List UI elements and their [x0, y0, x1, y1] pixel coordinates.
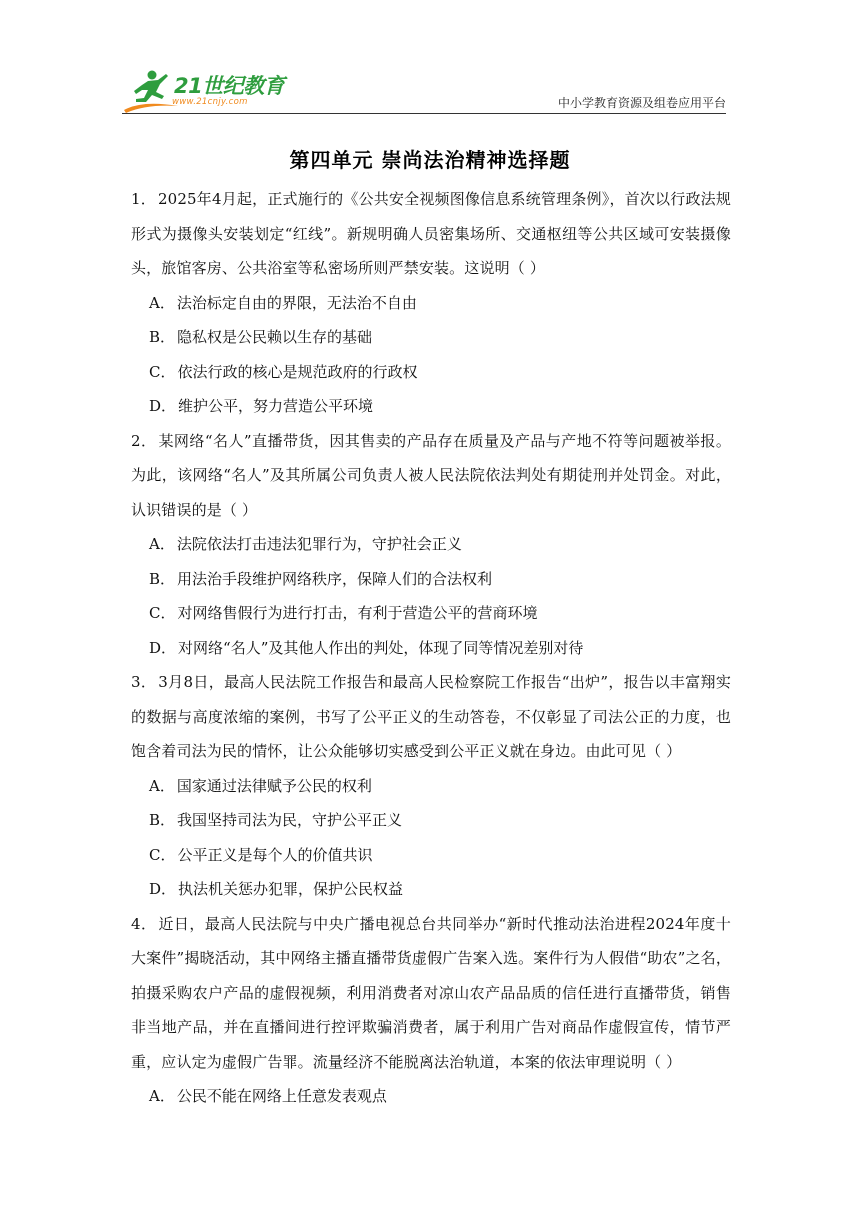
header-divider: [122, 113, 726, 114]
option-letter: D．: [149, 397, 177, 415]
option-d: [131, 389, 731, 424]
option-a: [131, 1079, 731, 1114]
option-text: 维护公平，努力营造公平环境: [178, 397, 374, 415]
option-d: [131, 872, 731, 907]
option-letter: A．: [149, 1087, 175, 1105]
question-number: 4．: [131, 914, 157, 933]
runner-logo-icon: [122, 66, 182, 116]
option-text: 用法治手段维护网络秩序，保障人们的合法权利: [177, 569, 493, 588]
platform-name: 中小学教育资源及组卷应用平台: [557, 96, 726, 110]
option-letter: C．: [149, 362, 176, 381]
question-3: [131, 665, 731, 907]
question-1: [131, 182, 731, 424]
option-letter: B．: [149, 328, 176, 346]
option-letter: C．: [149, 845, 176, 864]
option-a: [131, 527, 731, 562]
option-a: [131, 769, 731, 804]
option-c: [131, 355, 731, 390]
page-title: 第四单元 崇尚法治精神选择题: [289, 148, 571, 172]
logo-text: 21世纪教育: [174, 74, 285, 98]
logo: [122, 66, 292, 116]
question-text: 某网络“名人”直播带货，因其售卖的产品存在质量及产品与产地不符等问题被举报。为此，该网络“名人”及其所属公司负责人被人民法院依法判处有期徒刑并处罚金。对此，认识错误的是（ ）: [131, 431, 731, 519]
question-text: 3月8日，最高人民法院工作报告和最高人民检察院工作报告“出炉”，报告以丰富翔实的数据与高度浓缩的案例，书写了公平正义的生动答卷，不仅彰显了司法公正的力度，也饱含着司法为民的情怀，让公众能够切实感受到公平正义就在身边。由此可见（ ）: [131, 673, 732, 760]
option-letter: B．: [149, 569, 176, 588]
logo-url: www.21cnjy.com: [172, 97, 248, 107]
option-text: 执法机关惩办犯罪，保护公民权益: [178, 880, 404, 898]
option-letter: A．: [149, 776, 175, 795]
option-letter: D．: [149, 880, 177, 898]
question-stem: [131, 665, 731, 769]
option-b: [131, 562, 731, 597]
question-stem: [131, 182, 731, 286]
option-text: 法院依法打击违法犯罪行为，守护社会正义: [176, 535, 462, 553]
question-number: 2．: [131, 431, 157, 450]
option-d: [131, 631, 731, 666]
option-text: 公民不能在网络上任意发表观点: [176, 1087, 387, 1105]
option-a: [131, 286, 731, 321]
option-b: [131, 320, 731, 355]
question-text: 近日，最高人民法院与中央广播电视总台共同举办“新时代推动法治进程2024年度十大案件”揭晓活动，其中网络主播直播带货虚假广告案入选。案件行为人假借“助农”之名，拍摄采购农户产品的虚假视频，利用消费者对凉山农产品品质的信任进行直播带货，销售非当地产品，并在直播间进行控评欺骗消费者，属于利用广告对商品作虚假宣传，情节严重，应认定为虚假广告罪。流量经济不能脱离法治轨道，本案的依法审理说明（ ）: [131, 914, 731, 1071]
option-b: [131, 803, 731, 838]
option-text: 对网络售假行为进行打击，有利于营造公平的营商环境: [177, 604, 538, 622]
question-text: 2025年4月起，正式施行的《公共安全视频图像信息系统管理条例》，首次以行政法规形式为摄像头安装划定“红线”。新规明确人员密集场所、交通枢纽等公共区域可安装摄像头，旅馆客房、公共浴室等私密场所则严禁安装。这说明（ ）: [131, 190, 731, 277]
option-c: [131, 596, 731, 631]
option-text: 依法行政的核心是规范政府的行政权: [177, 362, 418, 381]
question-2: [131, 424, 731, 666]
question-list: [131, 182, 731, 1114]
question-number: 3．: [131, 673, 157, 691]
option-c: [131, 838, 731, 873]
question-stem: [131, 424, 731, 528]
option-letter: B．: [149, 811, 176, 829]
option-text: 对网络“名人”及其他人作出的判处，体现了同等情况差别对待: [178, 638, 584, 657]
option-text: 法治标定自由的界限，无法治不自由: [176, 293, 417, 312]
question-4: [131, 907, 731, 1114]
option-letter: C．: [149, 604, 176, 622]
question-stem: [131, 907, 731, 1080]
page-header: [122, 66, 726, 116]
question-number: 1．: [131, 190, 156, 208]
option-text: 公平正义是每个人的价值共识: [177, 845, 373, 864]
option-text: 国家通过法律赋予公民的权利: [176, 776, 372, 795]
option-text: 我国坚持司法为民，守护公平正义: [177, 811, 403, 829]
option-letter: A．: [149, 293, 175, 312]
option-text: 隐私权是公民赖以生存的基础: [177, 328, 373, 346]
option-letter: D．: [149, 638, 177, 657]
option-letter: A．: [149, 535, 175, 553]
